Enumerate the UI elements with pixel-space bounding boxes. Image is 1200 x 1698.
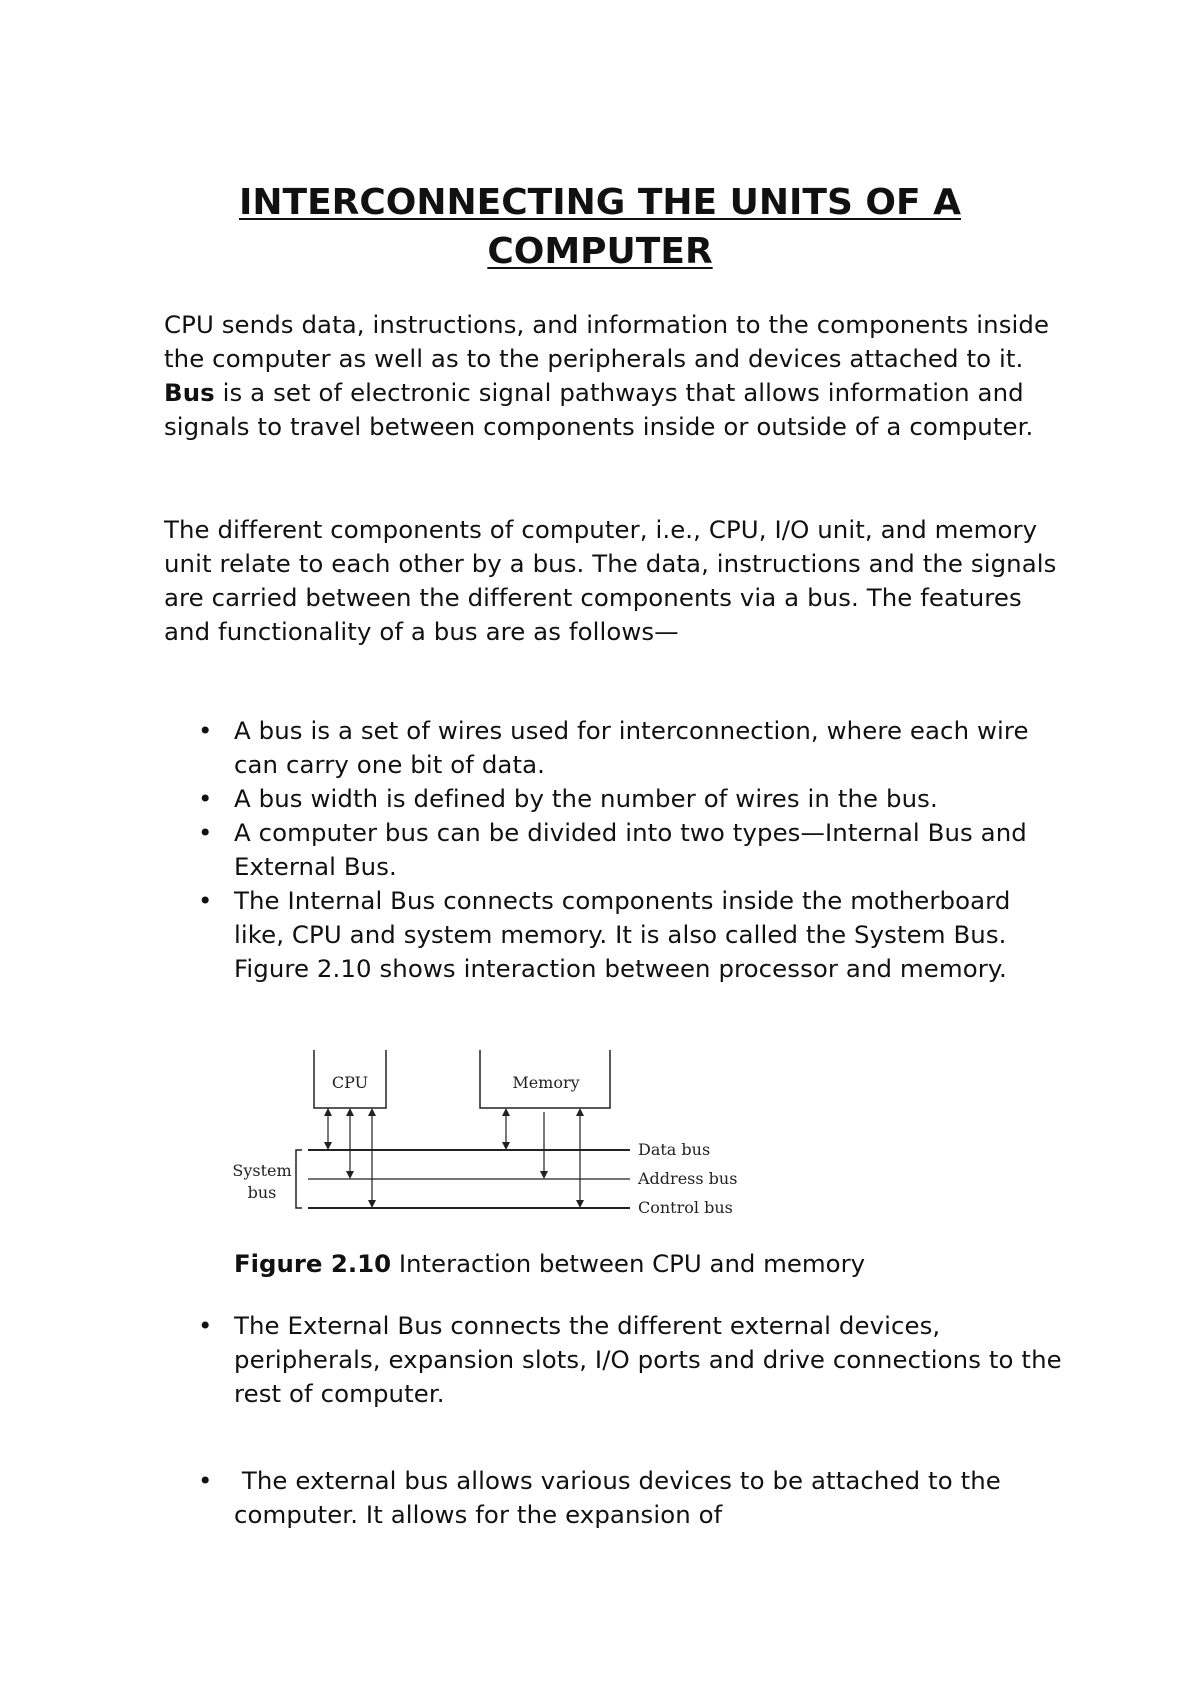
figure-caption-text: Interaction between CPU and memory bbox=[391, 1249, 866, 1278]
title-line-1: INTERCONNECTING THE UNITS OF A bbox=[238, 182, 962, 223]
system-bus-label-line-1: System bbox=[232, 1161, 292, 1180]
bullet-icon: • bbox=[198, 1311, 213, 1340]
list-item-text: A bus is a set of wires used for interconnection, where each wire can carry one bit of data. bbox=[234, 716, 1029, 779]
figure-caption bbox=[234, 1247, 1034, 1281]
bus-term: Bus bbox=[164, 378, 215, 407]
system-bus-bracket bbox=[296, 1150, 302, 1208]
list-item bbox=[164, 816, 1064, 884]
list-item-text: A bus width is defined by the number of wires in the bus. bbox=[234, 784, 938, 813]
system-bus-diagram bbox=[228, 1050, 748, 1220]
data-bus-label: Data bus bbox=[638, 1140, 711, 1159]
components-paragraph: The different components of computer, i.e., CPU, I/O unit, and memory unit relate to each other by a bus. The data, instructions and the signals are carried between the different components via a bus. The features and functionality of a bus are as follows— bbox=[164, 515, 1057, 646]
control-bus-label: Control bus bbox=[638, 1198, 733, 1217]
intro-text: CPU sends data, instructions, and information to the components inside the computer as well as to the peripherals and devices attached to it. bbox=[164, 310, 1050, 373]
bullet-icon: • bbox=[198, 1466, 213, 1495]
external-bus-list-continued bbox=[164, 1464, 1064, 1532]
bullet-icon: • bbox=[198, 818, 213, 847]
address-bus-label: Address bus bbox=[638, 1169, 738, 1188]
external-bus-list bbox=[164, 1309, 1064, 1411]
list-item bbox=[164, 782, 1064, 816]
list-item bbox=[164, 1309, 1064, 1411]
cpu-label: CPU bbox=[331, 1073, 369, 1092]
title-line-2: COMPUTER bbox=[487, 231, 713, 272]
system-bus-label-line-2: bus bbox=[247, 1183, 277, 1202]
page-title bbox=[150, 178, 1050, 276]
diagram-svg bbox=[228, 1050, 748, 1220]
bus-definition: is a set of electronic signal pathways that allows information and signals to travel between components inside or outside of a computer. bbox=[164, 378, 1034, 441]
intro-paragraph bbox=[164, 308, 1064, 444]
bullet-icon: • bbox=[198, 886, 213, 915]
list-item-text: The external bus allows various devices to be attached to the computer. It allows for the expansion of bbox=[234, 1466, 1009, 1529]
list-item-text: A computer bus can be divided into two types—Internal Bus and External Bus. bbox=[234, 818, 1027, 881]
list-item-text: The External Bus connects the different external devices, peripherals, expansion slots, I/O ports and drive connections to the rest of computer. bbox=[234, 1311, 1062, 1408]
memory-label: Memory bbox=[512, 1073, 580, 1092]
figure-number: Figure 2.10 bbox=[234, 1249, 392, 1278]
bus-features-list bbox=[164, 714, 1064, 986]
list-item bbox=[164, 884, 1064, 986]
list-item-text: The Internal Bus connects components inside the motherboard like, CPU and system memory. It is also called the System Bus. Figure 2.10 shows interaction between processor and memory. bbox=[234, 886, 1011, 983]
list-item bbox=[164, 1464, 1064, 1532]
bullet-icon: • bbox=[198, 716, 213, 745]
bullet-icon: • bbox=[198, 784, 213, 813]
list-item bbox=[164, 714, 1064, 782]
